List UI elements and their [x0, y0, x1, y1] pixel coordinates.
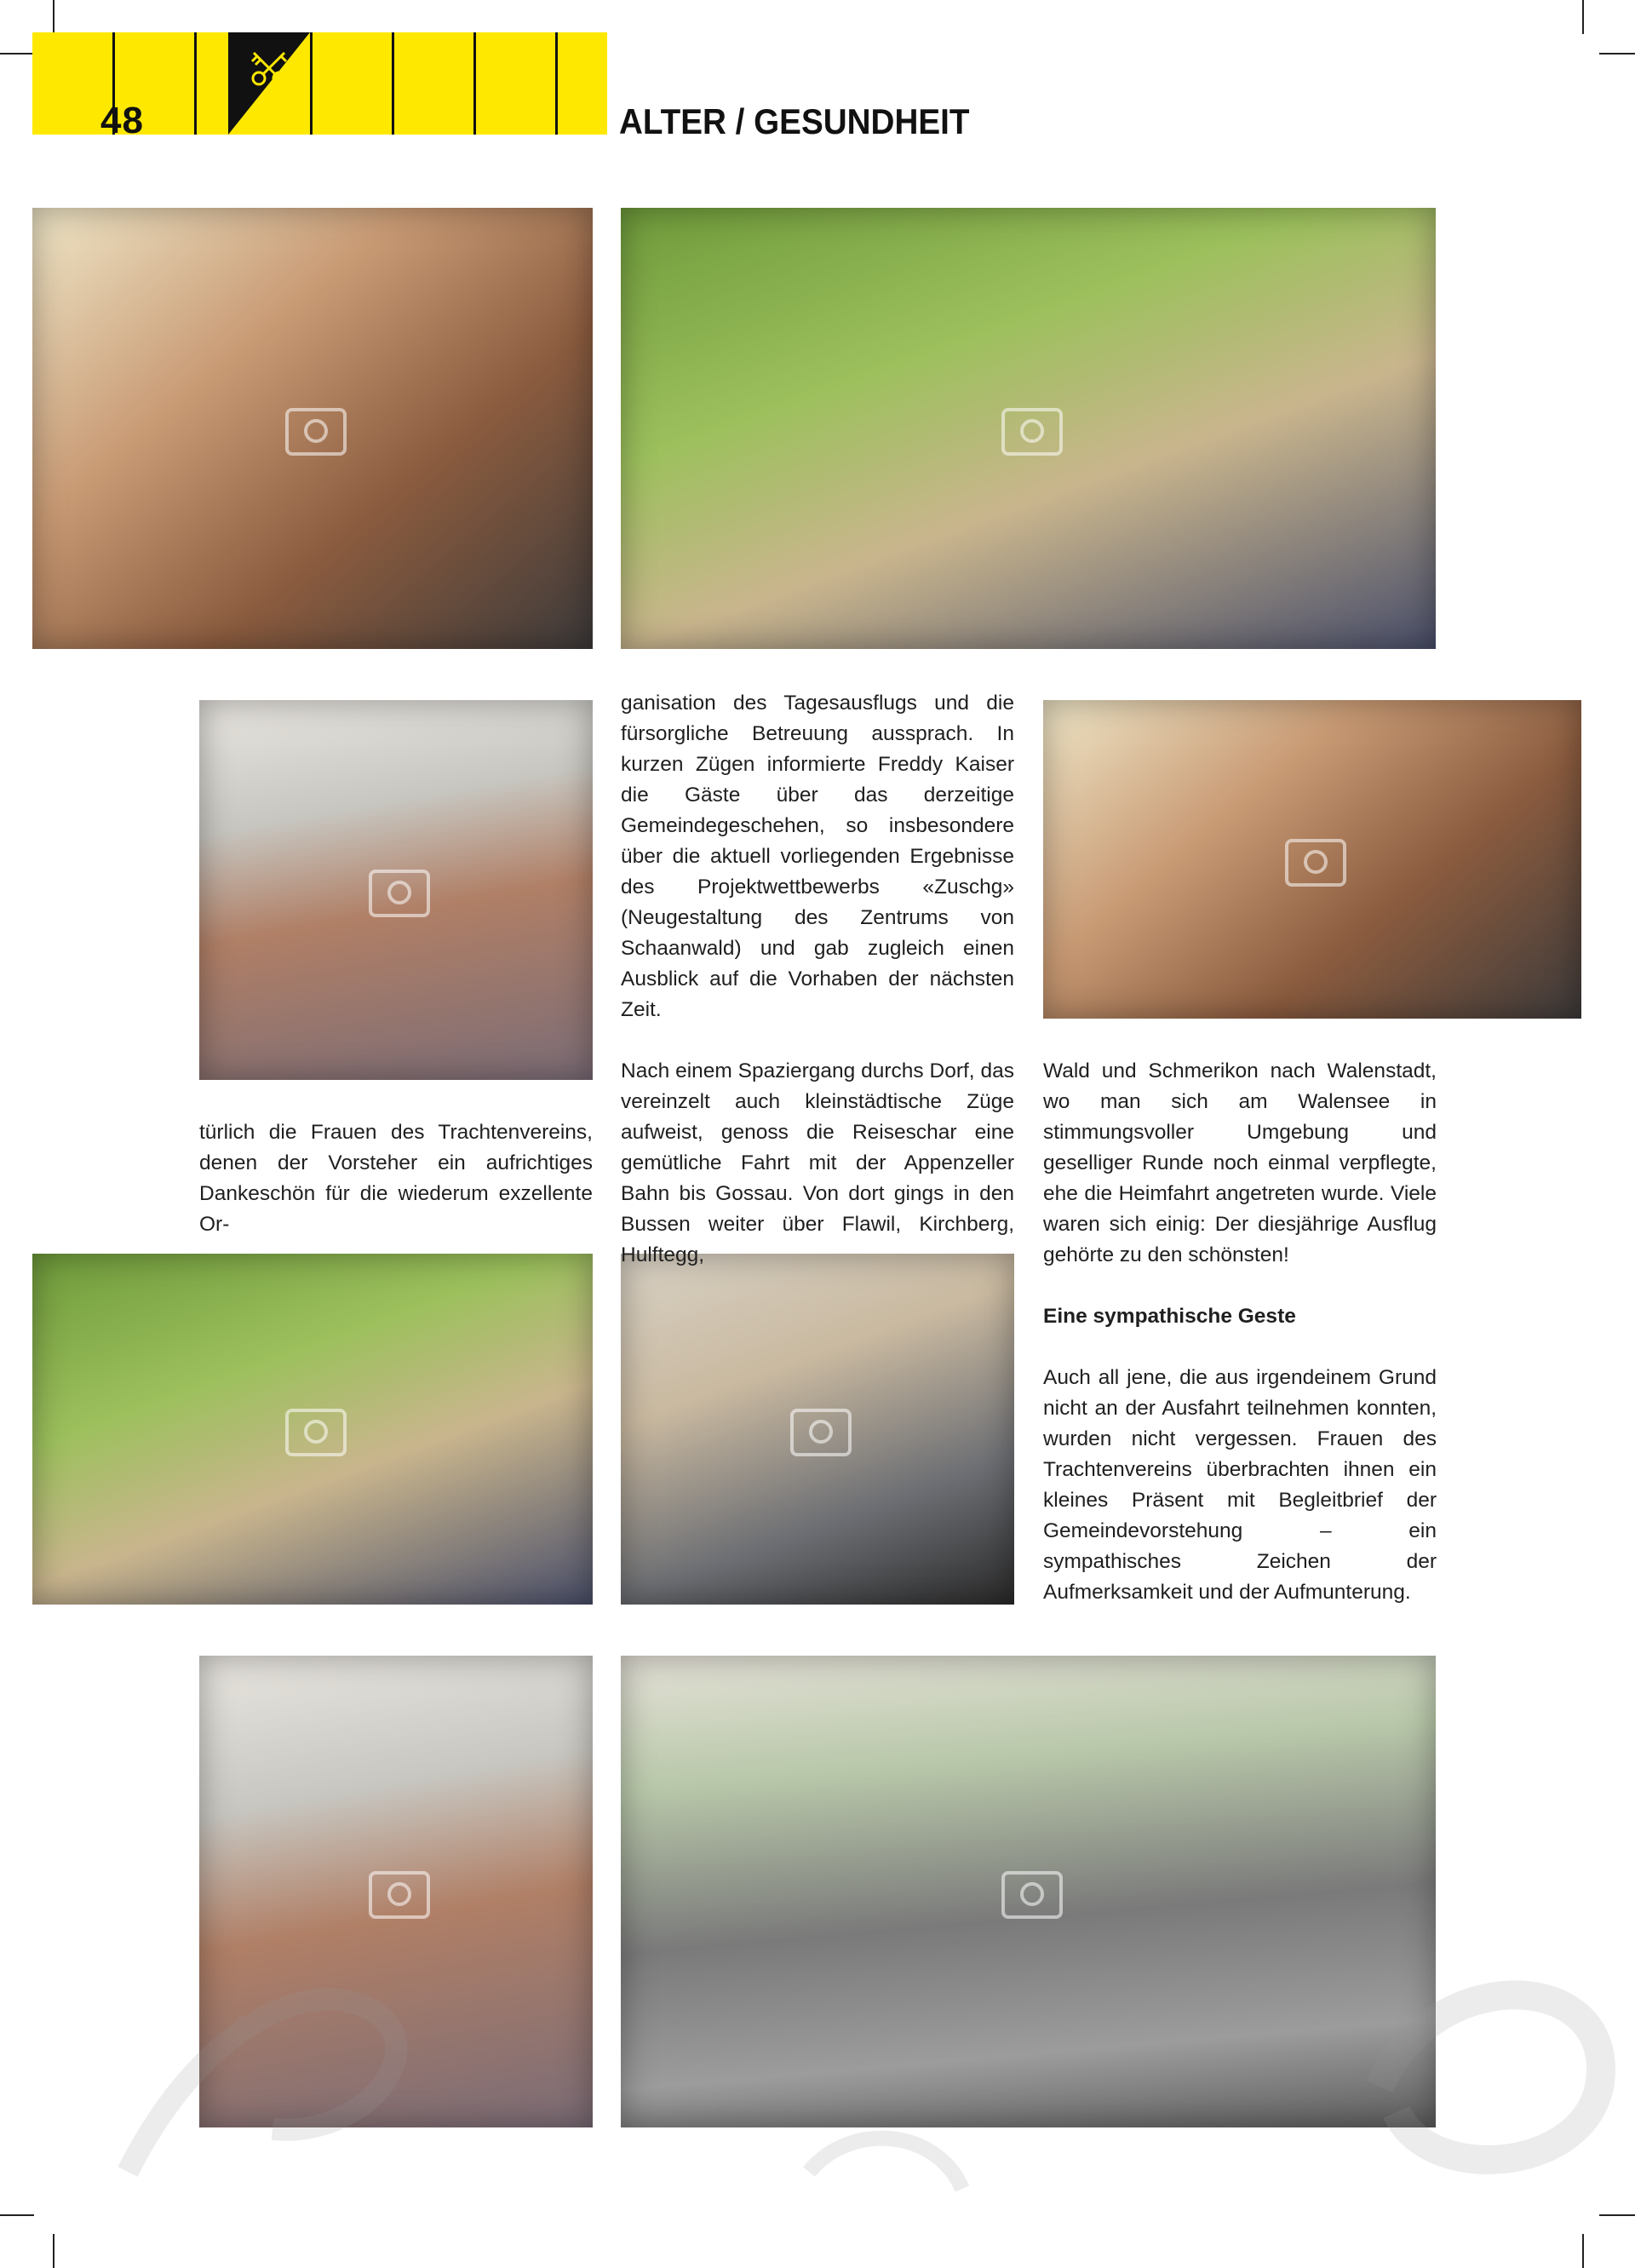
section-title: ALTER / GESUNDHEIT	[619, 101, 970, 141]
image-icon	[285, 1409, 347, 1456]
photo-two-men-restaurant	[32, 208, 593, 649]
body-paragraph: Nach einem Spaziergang durchs Dorf, das vereinzelt auch kleinstädtische Züge aufweist, genoss die Reiseschar eine gemütliche Fahrt mit der Appenzeller Bahn bis Gossau. Von dort gings in den Bussen weiter über Flawil, Kirchberg, Hulftegg,	[621, 1059, 1014, 1266]
crop-mark	[1582, 0, 1584, 34]
image-icon	[1001, 1871, 1063, 1919]
header-divider	[310, 32, 313, 135]
image-icon	[369, 870, 430, 917]
text-column-2	[621, 688, 1014, 1271]
crop-mark	[0, 2214, 34, 2216]
header-divider	[555, 32, 558, 135]
photo-couple-restaurant	[621, 1254, 1014, 1605]
crop-mark	[53, 2234, 54, 2268]
crop-mark	[1599, 53, 1635, 55]
photo-group-railing	[621, 1656, 1436, 2127]
crop-mark	[1582, 2234, 1584, 2268]
header-divider	[473, 32, 476, 135]
photo-four-women-train	[32, 1254, 593, 1605]
crop-mark	[0, 53, 34, 55]
page-number: 48	[100, 100, 144, 141]
text-column-3	[1043, 1056, 1437, 1608]
body-paragraph: ganisation des Tagesausflugs und die fürsorgliche Betreuung aussprach. In kurzen Zügen informierte Freddy Kaiser die Gäste über das derzeitige Gemeindegeschehen, so insbesondere über die aktuell vorliegenden Ergebnisse des Projektwettbewerbs «Zuschg» (Neugestaltung des Zentrums von Schaanwald) und gab zugleich einen Ausblick auf die Vorhaben der nächsten Zeit.	[621, 692, 1014, 1021]
body-paragraph: türlich die Frauen des Trachtenvereins, denen der Vorsteher ein aufrichtiges Dankeschön für die wiederum exzellente Or-	[199, 1121, 593, 1236]
crossed-keys-icon	[228, 32, 310, 135]
crop-mark	[1599, 2214, 1635, 2216]
image-icon	[1285, 839, 1346, 887]
photo-two-men-train	[199, 1656, 593, 2127]
text-column-1	[199, 1117, 593, 1240]
image-icon	[369, 1871, 430, 1919]
body-paragraph: Auch all jene, die aus irgendeinem Grund nicht an der Ausfahrt teilnehmen konnten, wurden nicht vergessen. Frauen des Trachtenvereins überbrachten ihnen ein kleines Präsent mit Begleitbrief der Gemeindevorstehung – ein sympathisches Zeichen der Aufmerksamkeit und der Aufmunterung.	[1043, 1366, 1437, 1604]
photo-couple-train	[199, 700, 593, 1080]
subheading: Eine sympathische Geste	[1043, 1305, 1296, 1328]
image-icon	[1001, 408, 1063, 456]
header-divider	[392, 32, 394, 135]
photo-couple-toast	[1043, 700, 1581, 1019]
image-icon	[285, 408, 347, 456]
header-divider	[194, 32, 197, 135]
body-paragraph: Wald und Schmerikon nach Walenstadt, wo man sich am Walensee in stimmungsvoller Umgebung und geselliger Runde noch einmal verpflegte, ehe die Heimfahrt angetreten wurde. Viele waren sich einig: Der diesjährige Ausflug gehörte zu den schönsten!	[1043, 1059, 1437, 1266]
image-icon	[790, 1409, 852, 1456]
photo-five-seniors-bench	[621, 208, 1436, 649]
crop-mark	[53, 0, 54, 34]
